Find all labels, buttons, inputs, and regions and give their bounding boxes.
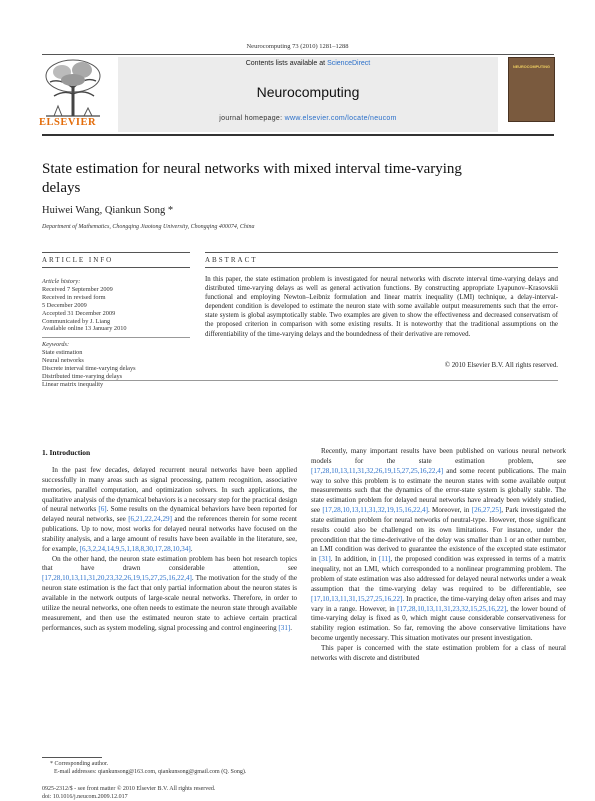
body-paragraph — [311, 644, 566, 664]
body-text: , the proposed condition was expressed in terms of a matrix inequality, not an LMI, which corresponded to a nonlinear programming problem. The problem of state estimation was also addressed for delayed neural networks under a weak assumption that the time-varying delay was required to be differentiable, see — [311, 555, 566, 593]
author-affiliation: Department of Mathematics, Chongqing Jiaotong University, Chongqing 400074, China — [42, 224, 255, 230]
history-line: Available online 13 January 2010 — [42, 325, 127, 333]
article-history — [42, 278, 192, 333]
journal-citation-line: Neurocomputing 73 (2010) 1281–1288 — [246, 43, 349, 50]
body-text: and the references therein for some recent publications. Up to now, most works for delayed neural networks have focused on the stability analysis, and a large amount of results have been available in the literature, see, for example, — [42, 515, 297, 553]
keywords-list — [42, 341, 192, 388]
banner-bottom-rule — [42, 134, 554, 136]
keyword: Neural networks — [42, 356, 84, 364]
history-line: Received in revised form — [42, 293, 106, 301]
body-text: Recently, many important results have been published on various neural network models for the state estimation problem, see — [311, 447, 566, 465]
doi-line: doi: 10.1016/j.neucom.2009.12.017 — [42, 793, 128, 800]
body-text: . In practice, the time-varying delay often arises and may vary in a range. However, in — [311, 594, 566, 613]
elsevier-tree-logo-icon — [40, 56, 106, 118]
body-text: On the other hand, the neuron state estimation problem has been hot research topics that have drawn considerable attention, see — [42, 554, 297, 573]
citation-link[interactable]: [6,3,2,24,14,9,5,1,18,8,30,17,28,10,34] — [79, 544, 191, 553]
citation-link[interactable]: [6,21,22,24,29] — [128, 515, 172, 524]
keyword: State estimation — [42, 348, 83, 356]
history-label: Article history: — [42, 278, 81, 285]
citation-link[interactable]: [31] — [278, 623, 291, 632]
footnote-rule — [42, 757, 102, 758]
body-text: . Some results on the dynamical behaviors have been reported for delayed neural networks, see — [42, 505, 297, 524]
abstract-heading: ABSTRACT — [205, 256, 258, 264]
body-paragraph — [42, 555, 297, 634]
citation-link[interactable]: [17,28,10,13,11,31,20,23,32,26,19,15,27,25,16,22,4] — [42, 574, 192, 583]
body-text: . — [190, 544, 193, 553]
homepage-link[interactable]: www.elsevier.com/locate/neucom — [284, 115, 397, 122]
body-text: . The motivation for the study of the neuron state estimation is the fact that only partial information about the neuron states is available in the network outputs of large-scale neural networks. Therefore, in order to utilize the neural networks, one often needs to estimate the neuron state through available measurement, and then use the estimated neuron state to achieve certain practical performances, such as system modeling, signal processing and control engineering — [42, 574, 297, 632]
citation-link[interactable]: [17,28,10,13,11,31,32,19,15,16,22,4] — [322, 506, 428, 515]
citation-link[interactable]: [6] — [98, 505, 107, 514]
article-info-rule-2 — [42, 267, 190, 268]
contents-prefix: Contents lists available at — [245, 60, 328, 67]
cover-title: NEUROCOMPUTING — [513, 65, 550, 69]
citation-link[interactable]: [26,27,25] — [471, 506, 502, 515]
abstract-rule — [205, 252, 558, 253]
publisher-name: ELSEVIER — [39, 117, 97, 128]
journal-name: Neurocomputing — [256, 84, 360, 100]
history-line: Received 7 September 2009 — [42, 285, 113, 293]
footnote-email: E-mail addresses: qiankunsong@163.com, qiankunsong@gmail.com (Q. Song). — [54, 768, 247, 775]
body-text: . In addition, in — [330, 555, 379, 564]
header-rule — [42, 54, 554, 55]
keyword: Linear matrix inequality — [42, 380, 104, 388]
citation-link[interactable]: [31] — [318, 555, 331, 564]
journal-homepage-line — [118, 115, 498, 122]
body-right-column — [311, 447, 566, 664]
body-text: In the past few decades, delayed recurrent neural networks have been applied successfully in many areas such as signal processing, pattern recognition, associative memories, parallel computation, and optimization solvers. In such applications, the qualitative analysis of the dynamical behaviors is a necessary step for the practical design of neural networks — [42, 466, 297, 514]
homepage-prefix: journal homepage: — [219, 115, 285, 122]
body-text: , Park investigated the state estimation problem for neural networks of neutral-type. However, those significant results could also be challenged on its own limitations. For instance, under the precondition that the time-derivative of the delay was smaller than 1 or an other number, an LMI condition was derived to guarantee the existence of the excepted state estimator in — [311, 506, 566, 564]
citation-link[interactable]: [11] — [378, 555, 391, 564]
history-line: 5 December 2009 — [42, 301, 87, 309]
body-text: , the lower bound of time-varying delay is fixed as 0, which might cause considerable conservativeness for stability region estimation. So far, removing the above conservative limitations have become urgently necessary. This situation motivates our present investigation. — [311, 604, 566, 643]
body-paragraph — [311, 447, 566, 644]
front-matter-line: 0925-2312/$ - see front matter © 2010 Elsevier B.V. All rights reserved. — [42, 786, 216, 792]
body-left-column — [42, 466, 297, 633]
abstract-bottom-rule — [42, 380, 558, 381]
citation-link[interactable]: [17,10,13,11,31,15,27,25,16,22] — [311, 594, 403, 603]
history-line: Communicated by J. Liang — [42, 317, 111, 325]
article-authors: Huiwei Wang, Qiankun Song * — [42, 205, 174, 216]
article-title: State estimation for neural networks with mixed interval time-varying delays — [42, 161, 462, 196]
sciencedirect-link[interactable]: ScienceDirect — [327, 60, 371, 67]
body-text: and some recent publications. The main way to solve this problem is to estimate the neuron states with some available output measurements such that the dynamics of the error-state system is globally stable. The state estimation problem for delayed neural networks have already been widely studied, see — [311, 466, 566, 515]
abstract-copyright: © 2010 Elsevier B.V. All rights reserved. — [444, 362, 558, 369]
body-text: . — [290, 623, 293, 632]
journal-cover-image — [508, 57, 555, 122]
keyword: Discrete interval time-varying delays — [42, 364, 136, 372]
footnote-corresponding: * Corresponding author. — [50, 761, 109, 767]
keywords-rule — [42, 337, 190, 338]
citation-link[interactable]: [17,28,10,13,11,31,23,32,15,25,16,22] — [397, 604, 507, 613]
footnote — [42, 761, 246, 776]
keyword: Distributed time-varying delays — [42, 372, 123, 380]
citation-link[interactable]: [17,28,10,13,11,31,32,26,19,15,27,25,16,22,4] — [311, 466, 444, 475]
body-paragraph — [42, 466, 297, 555]
article-info-rule — [42, 252, 190, 253]
abstract-rule-2 — [205, 267, 558, 268]
contents-line — [118, 60, 498, 67]
abstract-text: In this paper, the state estimation problem is investigated for neural networks with discrete interval time-varying delays and distributed time-varying delays as well as general activation functions. By constructing appropriate Lyapunov–Krasovskii functional and employing Newton–Leibniz formulation and linear matrix inequality (LMI) technique, a delay-interval-dependent condition is developed to estimate the neuron state with some available output measurements such that the error-state system is global asymptotically stable. Two examples are given to show the effectiveness and decreased conservatism of the proposed criterion in comparison with some existing results. It is noteworthy that the traditional assumptions on the differentiability of the time-varying delays and the boundedness of their derivative are removed. — [205, 276, 558, 338]
section-heading-introduction: 1. Introduction — [42, 448, 91, 457]
body-text: . Moreover, in — [427, 506, 472, 515]
article-info-heading: ARTICLE INFO — [42, 256, 114, 264]
history-line: Accepted 31 December 2009 — [42, 309, 116, 317]
keywords-label: Keywords: — [42, 341, 70, 348]
body-text: This paper is concerned with the state estimation problem for a class of neural networks with discrete and distributed — [311, 643, 566, 662]
